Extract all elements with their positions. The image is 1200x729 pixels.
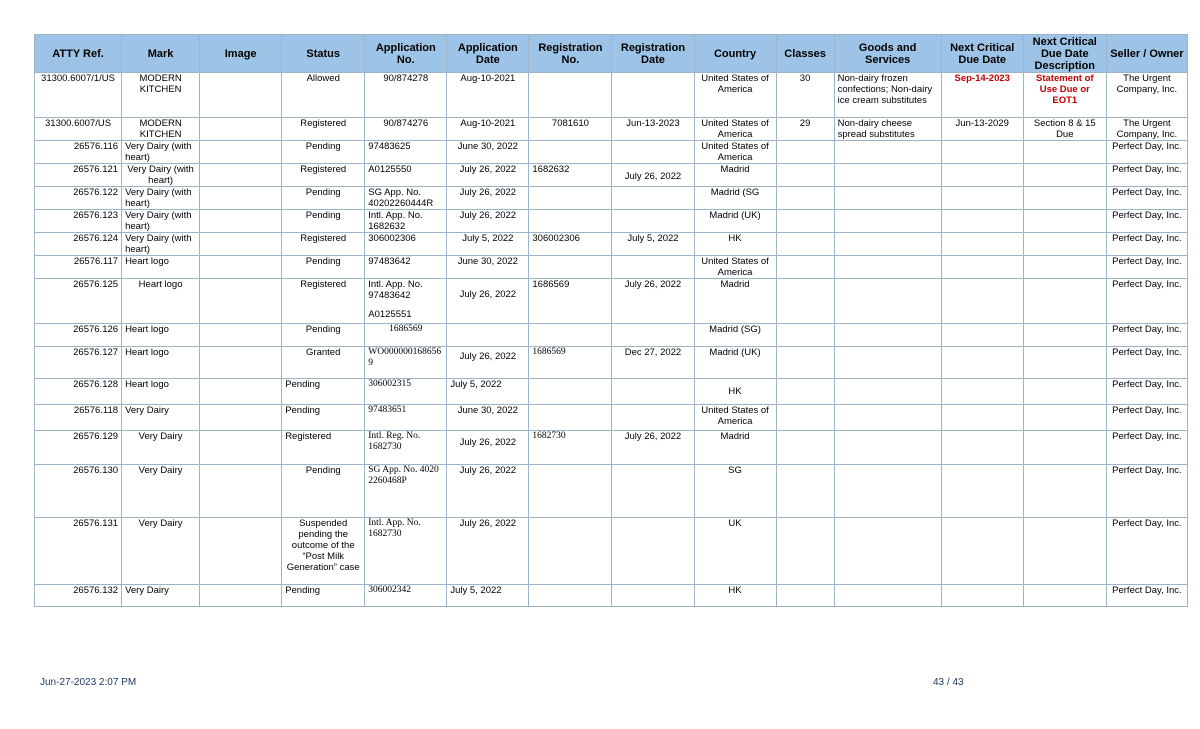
cell-due-date: [941, 405, 1023, 431]
cell-country: UK: [694, 518, 776, 585]
cell-app-date: June 30, 2022: [447, 141, 529, 164]
cell-mark: Very Dairy: [122, 465, 200, 518]
cell-image: [200, 256, 282, 279]
cell-classes: 30: [776, 73, 834, 118]
cell-due-desc: [1023, 210, 1106, 233]
cell-app-no: SG App. No. 40202260444R: [365, 187, 447, 210]
cell-due-desc: [1023, 233, 1106, 256]
col-header-next-due-description: Next Critical Due Date Description: [1023, 35, 1106, 73]
cell-app-date: July 26, 2022: [447, 518, 529, 585]
cell-due-date: [941, 324, 1023, 347]
table-row: [35, 73, 1188, 118]
col-header-status: Status: [282, 35, 365, 73]
cell-app-no: Intl. App. No. 1682730: [365, 518, 447, 585]
cell-app-no: 97483642: [365, 256, 447, 279]
cell-app-date: June 30, 2022: [447, 256, 529, 279]
cell-goods: [834, 256, 941, 279]
cell-country: Madrid (UK): [694, 347, 776, 379]
cell-owner: Perfect Day, Inc.: [1106, 379, 1187, 405]
cell-due-date: [941, 465, 1023, 518]
cell-due-date: [941, 279, 1023, 324]
col-header-application-no: Application No.: [365, 35, 447, 73]
cell-due-desc: [1023, 164, 1106, 187]
cell-app-no: [365, 279, 447, 324]
cell-due-date: [941, 431, 1023, 465]
cell-image: [200, 347, 282, 379]
table-row: [35, 256, 1188, 279]
cell-reg-date: Jun-13-2023: [612, 118, 694, 141]
cell-atty-ref: 26576.125: [35, 279, 122, 324]
table-row: [35, 379, 1188, 405]
cell-classes: [776, 324, 834, 347]
cell-goods: [834, 518, 941, 585]
cell-atty-ref: 26576.121: [35, 164, 122, 187]
cell-status: Pending: [282, 465, 365, 518]
cell-app-no: 306002306: [365, 233, 447, 256]
cell-due-desc: [1023, 585, 1106, 607]
cell-reg-no: [529, 210, 612, 233]
cell-country: Madrid: [694, 279, 776, 324]
cell-atty-ref: 26576.118: [35, 405, 122, 431]
cell-owner: Perfect Day, Inc.: [1106, 187, 1187, 210]
cell-country: United States of America: [694, 256, 776, 279]
cell-atty-ref: 26576.131: [35, 518, 122, 585]
table-row: [35, 465, 1188, 518]
cell-atty-ref: 26576.129: [35, 431, 122, 465]
footer-page-number: 43 / 43: [933, 677, 964, 688]
cell-reg-date: [612, 518, 694, 585]
cell-due-desc: [1023, 431, 1106, 465]
cell-app-no: 306002315: [365, 379, 447, 405]
cell-image: [200, 279, 282, 324]
cell-owner: Perfect Day, Inc.: [1106, 324, 1187, 347]
cell-country: United States of America: [694, 73, 776, 118]
app-date-text: July 26, 2022: [459, 351, 517, 362]
cell-country: United States of America: [694, 405, 776, 431]
cell-status: Pending: [282, 585, 365, 607]
cell-owner: Perfect Day, Inc.: [1106, 431, 1187, 465]
cell-status: Pending: [282, 256, 365, 279]
cell-atty-ref: 26576.127: [35, 347, 122, 379]
cell-classes: [776, 585, 834, 607]
cell-status: Registered: [282, 279, 365, 324]
cell-due-desc: [1023, 256, 1106, 279]
cell-due-desc: [1023, 347, 1106, 379]
reg-date-text: July 26, 2022: [624, 171, 682, 182]
cell-due-date: Jun-13-2029: [941, 118, 1023, 141]
cell-mark: Very Dairy: [122, 585, 200, 607]
cell-status: Pending: [282, 405, 365, 431]
cell-image: [200, 585, 282, 607]
cell-mark: Heart logo: [122, 324, 200, 347]
cell-atty-ref: 26576.128: [35, 379, 122, 405]
cell-reg-no: 1686569: [529, 279, 612, 324]
footer-timestamp: Jun-27-2023 2:07 PM: [40, 677, 137, 688]
cell-country: United States of America: [694, 118, 776, 141]
cell-classes: [776, 347, 834, 379]
cell-country: HK: [694, 233, 776, 256]
cell-mark: Very Dairy: [122, 405, 200, 431]
cell-app-date: [447, 431, 529, 465]
cell-classes: [776, 405, 834, 431]
app-date-text: July 26, 2022: [459, 437, 517, 448]
table-row: [35, 585, 1188, 607]
cell-due-desc: Statement of Use Due or EOT1: [1023, 73, 1106, 118]
cell-app-date: [447, 279, 529, 324]
cell-reg-no: 1686569: [529, 347, 612, 379]
cell-status: Suspended pending the outcome of the “Post Milk Generation” case: [282, 518, 365, 585]
cell-app-no: 90/874276: [365, 118, 447, 141]
cell-country: Madrid (SG): [694, 324, 776, 347]
cell-app-date: July 5, 2022: [447, 585, 529, 607]
cell-reg-no: [529, 585, 612, 607]
col-header-registration-no: Registration No.: [529, 35, 612, 73]
cell-app-date: [447, 347, 529, 379]
cell-reg-date: [612, 379, 694, 405]
cell-goods: [834, 347, 941, 379]
cell-reg-date: [612, 405, 694, 431]
cell-image: [200, 518, 282, 585]
cell-image: [200, 233, 282, 256]
cell-goods: [834, 379, 941, 405]
cell-app-no: 97483625: [365, 141, 447, 164]
cell-reg-date: [612, 256, 694, 279]
cell-image: [200, 324, 282, 347]
cell-reg-no: 1682730: [529, 431, 612, 465]
cell-classes: [776, 141, 834, 164]
cell-status: Allowed: [282, 73, 365, 118]
cell-goods: [834, 210, 941, 233]
cell-reg-no: [529, 141, 612, 164]
cell-reg-no: [529, 405, 612, 431]
cell-app-date: July 5, 2022: [447, 379, 529, 405]
cell-owner: Perfect Day, Inc.: [1106, 233, 1187, 256]
cell-mark: Heart logo: [122, 379, 200, 405]
cell-owner: Perfect Day, Inc.: [1106, 405, 1187, 431]
cell-due-desc: [1023, 279, 1106, 324]
cell-classes: [776, 279, 834, 324]
cell-mark: Very Dairy (with heart): [122, 141, 200, 164]
header-row: [35, 35, 1188, 73]
col-header-seller-owner: Seller / Owner: [1106, 35, 1187, 73]
cell-status: Registered: [282, 233, 365, 256]
cell-goods: [834, 465, 941, 518]
cell-reg-date: Dec 27, 2022: [612, 347, 694, 379]
cell-reg-no: [529, 518, 612, 585]
cell-owner: Perfect Day, Inc.: [1106, 210, 1187, 233]
cell-due-desc: [1023, 465, 1106, 518]
cell-image: [200, 379, 282, 405]
cell-app-date: Aug-10-2021: [447, 73, 529, 118]
cell-country: United States of America: [694, 141, 776, 164]
cell-reg-no: [529, 256, 612, 279]
cell-due-desc: [1023, 518, 1106, 585]
cell-mark: Very Dairy (with heart): [122, 210, 200, 233]
app-no-secondary: A0125551: [368, 309, 412, 320]
col-header-application-date: Application Date: [447, 35, 529, 73]
cell-mark: Heart logo: [122, 279, 200, 324]
cell-reg-date: [612, 187, 694, 210]
cell-app-no: Intl. App. No. 1682632: [365, 210, 447, 233]
cell-classes: [776, 465, 834, 518]
cell-reg-date: July 5, 2022: [612, 233, 694, 256]
cell-reg-date: [612, 324, 694, 347]
cell-reg-date: July 26, 2022: [612, 431, 694, 465]
table-row: [35, 518, 1188, 585]
cell-status: Pending: [282, 141, 365, 164]
cell-atty-ref: 26576.126: [35, 324, 122, 347]
cell-classes: [776, 210, 834, 233]
cell-app-date: Aug-10-2021: [447, 118, 529, 141]
cell-status: Registered: [282, 118, 365, 141]
cell-reg-date: [612, 585, 694, 607]
cell-goods: [834, 187, 941, 210]
cell-owner: Perfect Day, Inc.: [1106, 256, 1187, 279]
cell-due-date: [941, 347, 1023, 379]
cell-country: [694, 379, 776, 405]
cell-goods: [834, 141, 941, 164]
cell-status: Registered: [282, 431, 365, 465]
cell-owner: The Urgent Company, Inc.: [1106, 73, 1187, 118]
app-date-text: July 26, 2022: [459, 289, 517, 300]
cell-app-no: 1686569: [365, 324, 447, 347]
table-row: [35, 324, 1188, 347]
cell-reg-date: [612, 73, 694, 118]
cell-atty-ref: 26576.117: [35, 256, 122, 279]
cell-mark: Very Dairy (with heart): [122, 233, 200, 256]
cell-atty-ref: 26576.132: [35, 585, 122, 607]
cell-reg-no: 7081610: [529, 118, 612, 141]
col-header-image: Image: [200, 35, 282, 73]
cell-atty-ref: 31300.6007/1/US: [35, 73, 122, 118]
col-header-mark: Mark: [122, 35, 200, 73]
col-header-goods-services: Goods and Services: [834, 35, 941, 73]
cell-due-date: [941, 233, 1023, 256]
cell-app-no: 97483651: [365, 405, 447, 431]
cell-goods: [834, 233, 941, 256]
cell-owner: Perfect Day, Inc.: [1106, 347, 1187, 379]
cell-status: Granted: [282, 347, 365, 379]
cell-status: Pending: [282, 210, 365, 233]
cell-reg-no: [529, 187, 612, 210]
cell-reg-no: [529, 324, 612, 347]
cell-due-date: [941, 256, 1023, 279]
cell-image: [200, 73, 282, 118]
cell-status: Registered: [282, 164, 365, 187]
table-row: [35, 431, 1188, 465]
cell-app-no: SG App. No. 40202260468P: [365, 465, 447, 518]
cell-mark: Very Dairy (with heart): [122, 187, 200, 210]
app-no-text: Intl. App. No. 97483642: [368, 279, 423, 301]
cell-goods: [834, 405, 941, 431]
cell-status: Pending: [282, 379, 365, 405]
trademark-table: [34, 34, 1188, 607]
cell-image: [200, 465, 282, 518]
col-header-classes: Classes: [776, 35, 834, 73]
cell-atty-ref: 26576.123: [35, 210, 122, 233]
cell-goods: [834, 431, 941, 465]
col-header-next-due-date: Next Critical Due Date: [941, 35, 1023, 73]
cell-owner: Perfect Day, Inc.: [1106, 279, 1187, 324]
cell-goods: Non-dairy cheese spread substitutes: [834, 118, 941, 141]
cell-mark: MODERN KITCHEN: [122, 73, 200, 118]
cell-owner: The Urgent Company, Inc.: [1106, 118, 1187, 141]
col-header-registration-date: Registration Date: [612, 35, 694, 73]
cell-classes: [776, 256, 834, 279]
cell-image: [200, 405, 282, 431]
cell-atty-ref: 26576.122: [35, 187, 122, 210]
cell-app-no: WO0000001686569: [365, 347, 447, 379]
cell-classes: [776, 379, 834, 405]
cell-mark: MODERN KITCHEN: [122, 118, 200, 141]
cell-due-desc: [1023, 324, 1106, 347]
cell-app-date: July 26, 2022: [447, 187, 529, 210]
cell-classes: [776, 187, 834, 210]
table-row: [35, 210, 1188, 233]
cell-country: SG: [694, 465, 776, 518]
cell-country: Madrid: [694, 431, 776, 465]
cell-mark: Very Dairy: [122, 518, 200, 585]
cell-mark: Very Dairy (with heart): [122, 164, 200, 187]
cell-reg-date: [612, 465, 694, 518]
cell-goods: [834, 585, 941, 607]
cell-app-date: July 26, 2022: [447, 164, 529, 187]
cell-classes: [776, 431, 834, 465]
cell-app-date: [447, 324, 529, 347]
cell-due-desc: [1023, 141, 1106, 164]
cell-reg-no: [529, 73, 612, 118]
table-row: [35, 405, 1188, 431]
cell-due-date: Sep-14-2023: [941, 73, 1023, 118]
cell-due-date: [941, 585, 1023, 607]
cell-atty-ref: 26576.130: [35, 465, 122, 518]
cell-classes: [776, 233, 834, 256]
cell-mark: Heart logo: [122, 347, 200, 379]
cell-owner: Perfect Day, Inc.: [1106, 585, 1187, 607]
cell-owner: Perfect Day, Inc.: [1106, 518, 1187, 585]
col-header-atty-ref: ATTY Ref.: [35, 35, 122, 73]
cell-app-no: 306002342: [365, 585, 447, 607]
cell-reg-date: July 26, 2022: [612, 279, 694, 324]
cell-image: [200, 141, 282, 164]
cell-mark: Heart logo: [122, 256, 200, 279]
cell-status: Pending: [282, 187, 365, 210]
cell-image: [200, 187, 282, 210]
table-row: [35, 141, 1188, 164]
cell-atty-ref: 26576.124: [35, 233, 122, 256]
table-row: [35, 279, 1188, 324]
cell-due-date: [941, 518, 1023, 585]
cell-due-desc: [1023, 379, 1106, 405]
col-header-country: Country: [694, 35, 776, 73]
cell-image: [200, 164, 282, 187]
cell-image: [200, 118, 282, 141]
cell-goods: Non-dairy frozen confections; Non-dairy ice cream substitutes: [834, 73, 941, 118]
cell-country: Madrid (SG: [694, 187, 776, 210]
cell-app-no: A0125550: [365, 164, 447, 187]
cell-reg-no: [529, 465, 612, 518]
cell-due-desc: Section 8 & 15 Due: [1023, 118, 1106, 141]
cell-due-date: [941, 210, 1023, 233]
cell-reg-no: 306002306: [529, 233, 612, 256]
cell-country: Madrid: [694, 164, 776, 187]
cell-classes: [776, 518, 834, 585]
cell-reg-date: [612, 164, 694, 187]
cell-classes: [776, 164, 834, 187]
cell-app-date: July 26, 2022: [447, 210, 529, 233]
table-row: [35, 347, 1188, 379]
cell-mark: Very Dairy: [122, 431, 200, 465]
cell-status: Pending: [282, 324, 365, 347]
cell-due-date: [941, 141, 1023, 164]
cell-goods: [834, 324, 941, 347]
cell-atty-ref: 26576.116: [35, 141, 122, 164]
cell-due-desc: [1023, 187, 1106, 210]
cell-app-date: July 5, 2022: [447, 233, 529, 256]
cell-reg-no: [529, 379, 612, 405]
cell-app-date: June 30, 2022: [447, 405, 529, 431]
cell-due-date: [941, 379, 1023, 405]
table-row: [35, 164, 1188, 187]
cell-owner: Perfect Day, Inc.: [1106, 141, 1187, 164]
cell-app-date: July 26, 2022: [447, 465, 529, 518]
cell-due-desc: [1023, 405, 1106, 431]
cell-app-no: 90/874278: [365, 73, 447, 118]
cell-due-date: [941, 187, 1023, 210]
cell-goods: [834, 164, 941, 187]
cell-reg-no: 1682632: [529, 164, 612, 187]
cell-app-no: Intl. Reg. No. 1682730: [365, 431, 447, 465]
table-row: [35, 187, 1188, 210]
cell-reg-date: [612, 210, 694, 233]
cell-owner: Perfect Day, Inc.: [1106, 164, 1187, 187]
country-text: HK: [728, 386, 742, 397]
cell-owner: Perfect Day, Inc.: [1106, 465, 1187, 518]
table-row: [35, 118, 1188, 141]
cell-country: Madrid (UK): [694, 210, 776, 233]
cell-image: [200, 431, 282, 465]
table-row: [35, 233, 1188, 256]
cell-due-date: [941, 164, 1023, 187]
cell-classes: 29: [776, 118, 834, 141]
cell-atty-ref: 31300.6007/US: [35, 118, 122, 141]
cell-country: HK: [694, 585, 776, 607]
cell-reg-date: [612, 141, 694, 164]
cell-image: [200, 210, 282, 233]
cell-goods: [834, 279, 941, 324]
